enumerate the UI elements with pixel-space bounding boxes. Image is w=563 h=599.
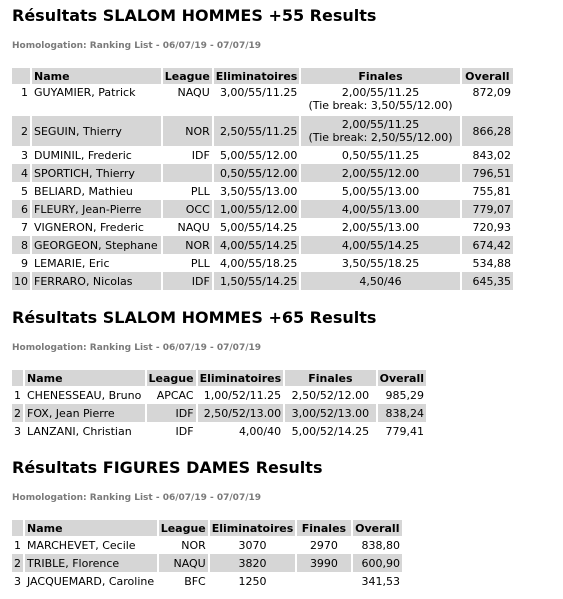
league-cell: OCC bbox=[162, 200, 213, 218]
finals-cell bbox=[300, 116, 460, 146]
name-cell: JACQUEMARD, Caroline bbox=[24, 572, 158, 590]
rank-cell: 7 bbox=[12, 218, 31, 236]
table-row bbox=[12, 404, 427, 422]
table-row bbox=[12, 218, 514, 236]
rank-cell: 1 bbox=[12, 84, 31, 116]
elim-cell: 2,50/55/11.25 bbox=[213, 116, 301, 146]
finals-cell: 4,00/55/13.00 bbox=[300, 200, 460, 218]
overall-cell: 838,24 bbox=[377, 404, 427, 422]
name-cell: LEMARIE, Eric bbox=[31, 254, 162, 272]
name-cell: LANZANI, Christian bbox=[24, 422, 146, 440]
league-cell: APCAC bbox=[146, 386, 197, 404]
rank-cell: 1 bbox=[12, 536, 24, 554]
section-figures-dames bbox=[12, 458, 404, 590]
overall-cell: 796,51 bbox=[461, 164, 514, 182]
overall-cell: 866,28 bbox=[461, 116, 514, 146]
rank-cell: 8 bbox=[12, 236, 31, 254]
elim-cell: 3070 bbox=[209, 536, 297, 554]
overall-cell: 600,90 bbox=[352, 554, 403, 572]
finals-cell: 2970 bbox=[296, 536, 351, 554]
homologation-line: Homologation: Ranking List - 06/07/19 - 07/07/19 bbox=[12, 41, 262, 51]
table-row bbox=[12, 536, 403, 554]
finals-cell: 3,50/55/18.25 bbox=[300, 254, 460, 272]
table-row bbox=[12, 84, 514, 116]
homologation-line: Homologation: Ranking List - 06/07/19 - 07/07/19 bbox=[12, 343, 262, 353]
elim-cell: 4,00/40 bbox=[197, 422, 285, 440]
tiebreak-value: (Tie break: 2,50/55/12.00) bbox=[308, 131, 453, 144]
table-row bbox=[12, 572, 403, 590]
rank-header bbox=[12, 520, 24, 536]
elim-cell: 1,00/52/11.25 bbox=[197, 386, 285, 404]
league-cell: PLL bbox=[162, 182, 213, 200]
table-row bbox=[12, 422, 427, 440]
overall-cell: 534,88 bbox=[461, 254, 514, 272]
rank-cell: 1 bbox=[12, 386, 24, 404]
rank-cell: 3 bbox=[12, 422, 24, 440]
name-cell: FERRARO, Nicolas bbox=[31, 272, 162, 290]
elim-cell: 4,00/55/18.25 bbox=[213, 254, 301, 272]
league-header: League bbox=[162, 68, 213, 84]
rank-cell: 6 bbox=[12, 200, 31, 218]
overall-cell: 674,42 bbox=[461, 236, 514, 254]
finals-cell: 2,00/55/12.00 bbox=[300, 164, 460, 182]
elim-cell: 3820 bbox=[209, 554, 297, 572]
table-header-row bbox=[12, 370, 427, 386]
league-cell: NAQU bbox=[158, 554, 209, 572]
elim-header: Eliminatoires bbox=[209, 520, 297, 536]
league-cell: NOR bbox=[162, 116, 213, 146]
results-table bbox=[12, 520, 404, 590]
name-cell: VIGNERON, Frederic bbox=[31, 218, 162, 236]
league-cell: NAQU bbox=[162, 84, 213, 116]
section-title: Résultats SLALOM HOMMES +65 Results bbox=[12, 308, 377, 327]
league-cell: PLL bbox=[162, 254, 213, 272]
elim-cell: 5,00/55/14.25 bbox=[213, 218, 301, 236]
elim-cell: 1,00/55/12.00 bbox=[213, 200, 301, 218]
results-table bbox=[12, 68, 515, 290]
league-cell: IDF bbox=[162, 272, 213, 290]
elim-cell: 2,50/52/13.00 bbox=[197, 404, 285, 422]
name-cell: DUMINIL, Frederic bbox=[31, 146, 162, 164]
table-row bbox=[12, 272, 514, 290]
table-row bbox=[12, 254, 514, 272]
finals-cell: 3990 bbox=[296, 554, 351, 572]
overall-cell: 341,53 bbox=[352, 572, 403, 590]
elim-cell: 0,50/55/12.00 bbox=[213, 164, 301, 182]
finals-cell: 4,50/46 bbox=[300, 272, 460, 290]
table-row bbox=[12, 200, 514, 218]
table-row bbox=[12, 116, 514, 146]
rank-cell: 3 bbox=[12, 146, 31, 164]
league-cell: IDF bbox=[146, 404, 197, 422]
rank-cell: 2 bbox=[12, 404, 24, 422]
results-table bbox=[12, 370, 428, 440]
table-row bbox=[12, 386, 427, 404]
overall-header: Overall bbox=[461, 68, 514, 84]
finals-cell: 5,00/55/13.00 bbox=[300, 182, 460, 200]
name-cell: GEORGEON, Stephane bbox=[31, 236, 162, 254]
league-header: League bbox=[158, 520, 209, 536]
overall-cell: 779,41 bbox=[377, 422, 427, 440]
overall-header: Overall bbox=[352, 520, 403, 536]
elim-cell: 3,50/55/13.00 bbox=[213, 182, 301, 200]
finals-cell: 0,50/55/11.25 bbox=[300, 146, 460, 164]
section-slalom-65 bbox=[12, 308, 428, 440]
name-cell: TRIBLE, Florence bbox=[24, 554, 158, 572]
league-cell: NOR bbox=[158, 536, 209, 554]
table-header-row bbox=[12, 68, 514, 84]
overall-cell: 838,80 bbox=[352, 536, 403, 554]
league-cell: NAQU bbox=[162, 218, 213, 236]
table-row bbox=[12, 554, 403, 572]
overall-cell: 755,81 bbox=[461, 182, 514, 200]
elim-cell: 5,00/55/12.00 bbox=[213, 146, 301, 164]
table-row bbox=[12, 182, 514, 200]
overall-cell: 843,02 bbox=[461, 146, 514, 164]
league-cell: IDF bbox=[146, 422, 197, 440]
name-header: Name bbox=[24, 370, 146, 386]
name-cell: SPORTICH, Thierry bbox=[31, 164, 162, 182]
finals-cell bbox=[296, 572, 351, 590]
finals-header: Finales bbox=[300, 68, 460, 84]
league-cell: IDF bbox=[162, 146, 213, 164]
homologation-line: Homologation: Ranking List - 06/07/19 - 07/07/19 bbox=[12, 493, 262, 503]
finals-cell: 3,00/52/13.00 bbox=[284, 404, 376, 422]
overall-cell: 985,29 bbox=[377, 386, 427, 404]
elim-cell: 1,50/55/14.25 bbox=[213, 272, 301, 290]
league-cell: NOR bbox=[162, 236, 213, 254]
tiebreak-value: (Tie break: 3,50/55/12.00) bbox=[308, 99, 453, 112]
name-header: Name bbox=[31, 68, 162, 84]
name-cell: SEGUIN, Thierry bbox=[31, 116, 162, 146]
name-cell: GUYAMIER, Patrick bbox=[31, 84, 162, 116]
overall-cell: 779,07 bbox=[461, 200, 514, 218]
rank-cell: 10 bbox=[12, 272, 31, 290]
table-row bbox=[12, 146, 514, 164]
finals-cell: 2,50/52/12.00 bbox=[284, 386, 376, 404]
league-cell: BFC bbox=[158, 572, 209, 590]
overall-cell: 872,09 bbox=[461, 84, 514, 116]
elim-cell: 3,00/55/11.25 bbox=[213, 84, 301, 116]
rank-cell: 3 bbox=[12, 572, 24, 590]
section-title: Résultats SLALOM HOMMES +55 Results bbox=[12, 6, 377, 25]
table-row bbox=[12, 236, 514, 254]
name-cell: BELIARD, Mathieu bbox=[31, 182, 162, 200]
elim-header: Eliminatoires bbox=[213, 68, 301, 84]
section-slalom-55 bbox=[12, 6, 515, 290]
rank-cell: 2 bbox=[12, 554, 24, 572]
rank-header bbox=[12, 68, 31, 84]
elim-header: Eliminatoires bbox=[197, 370, 285, 386]
finals-cell bbox=[300, 84, 460, 116]
finals-header: Finales bbox=[296, 520, 351, 536]
finals-value: 2,00/55/11.25 bbox=[341, 118, 420, 131]
finals-cell: 4,00/55/14.25 bbox=[300, 236, 460, 254]
league-header: League bbox=[146, 370, 197, 386]
finals-cell: 2,00/55/13.00 bbox=[300, 218, 460, 236]
rank-cell: 9 bbox=[12, 254, 31, 272]
rank-cell: 2 bbox=[12, 116, 31, 146]
overall-cell: 720,93 bbox=[461, 218, 514, 236]
league-cell bbox=[162, 164, 213, 182]
elim-cell: 1250 bbox=[209, 572, 297, 590]
rank-cell: 4 bbox=[12, 164, 31, 182]
overall-cell: 645,35 bbox=[461, 272, 514, 290]
overall-header: Overall bbox=[377, 370, 427, 386]
rank-cell: 5 bbox=[12, 182, 31, 200]
finals-header: Finales bbox=[284, 370, 376, 386]
rank-header bbox=[12, 370, 24, 386]
table-header-row bbox=[12, 520, 403, 536]
elim-cell: 4,00/55/14.25 bbox=[213, 236, 301, 254]
section-title: Résultats FIGURES DAMES Results bbox=[12, 458, 323, 477]
name-header: Name bbox=[24, 520, 158, 536]
name-cell: FOX, Jean Pierre bbox=[24, 404, 146, 422]
table-row bbox=[12, 164, 514, 182]
name-cell: FLEURY, Jean-Pierre bbox=[31, 200, 162, 218]
name-cell: CHENESSEAU, Bruno bbox=[24, 386, 146, 404]
finals-cell: 5,00/52/14.25 bbox=[284, 422, 376, 440]
finals-value: 2,00/55/11.25 bbox=[341, 86, 420, 99]
name-cell: MARCHEVET, Cecile bbox=[24, 536, 158, 554]
